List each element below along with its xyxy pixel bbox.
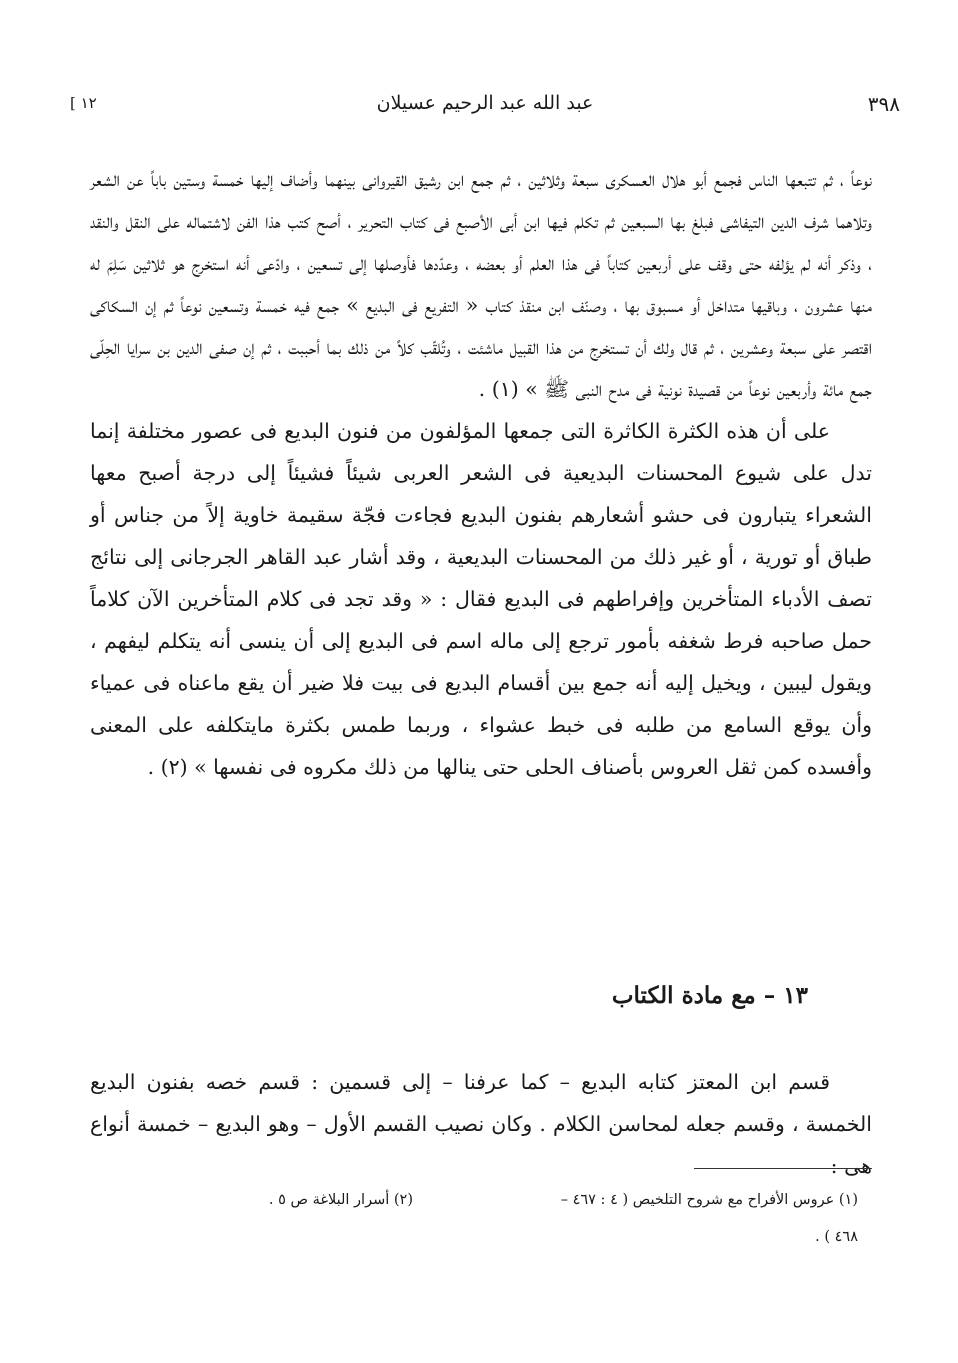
- paragraph-2: على أن هذه الكثرة الكاثرة التى جمعها المؤلفون من فنون البديع فى عصور مختلفة إنما تدل على شيوع المحسنات البديعية فى الشعر العربى شيئاً فشيئاً إلى درجة أصبح معها الشعراء يتبارون فى حشو أشعارهم بفنون البديع فجاءت فجّة سقيمة خاوية إلاً من جناس أو طباق أو تورية ، أو غير ذلك من المحسنات البديعية ، وقد أشار عبد القاهر الجرجانى إلى نتائج تصف الأدباء المتأخرين وإفراطهم فى البديع فقال : « وقد تجد فى كلام المتأخرين الآن كلاماً حمل صاحبه فرط شغفه بأمور ترجع إلى ماله اسم فى البديع إلى أن ينسى أنه يتكلم ليفهم ، ويقول ليبين ، ويخيل إليه أنه جمع بين أقسام البديع فى بيت فلا ضير أن يقع ماعناه فى عمياء وأن يوقع السامع من طلبه فى خبط عشواء ، وربما طمس بكثرة مايتكلفه على المعنى وأفسده كمن ثقل العروس بأصناف الحلى حتى ينالها من ذلك مكروه فى نفسها » (٢) .: [90, 419, 872, 779]
- running-title: عبد الله عبد الرحيم عسيلان: [376, 92, 594, 114]
- section-text: [90, 1040, 872, 1207]
- paragraph-3: قسم ابن المعتز كتابه البديع – كما عرفنا – إلى قسمين : قسم خصه بفنون البديع الخمسة ، وقسم جعله لمحاسن الكلام . وكان نصيب القسم الأول – وهو البديع – خمسة أنواع هى :: [90, 1069, 872, 1178]
- section-heading: ١٣ – مع مادة الكتاب: [611, 982, 808, 1009]
- section-marker: [ ١٢: [70, 94, 97, 112]
- footnote-2: (٢) أسرار البلاغة ص ٥ .: [268, 1192, 413, 1208]
- footnote-rule: [694, 1168, 872, 1169]
- footnote-1: (١) عروس الأفراح مع شروح التلخيص ( ٤ : ٤٦٧ –: [560, 1192, 858, 1208]
- page-header: [70, 92, 900, 122]
- page-number: ٣٩٨: [867, 92, 900, 116]
- paragraph-1: نوعاً ، ثم تتبعها الناس فجمع أبو هلال العسكرى سبعة وثلاثين ، ثم جمع ابن رشيق القيروانى بينهما وأضاف إليها خمسة وستين باباً عن الشعر وتلاهما شرف الدين التيفاشى فبلغ بها السبعين ثم تكلم فيها ابن أبى الأصبع فى كتاب التحرير ، أصح كتب هذا الفن لاشتماله على النقل والنقد ، وذكر أنه لم يؤلفه حتى وقف على أربعين كتاباً فى هذا العلم أو بعضه ، وعدّدها فأوصلها إلى تسعين ، وادّعى أنه استخرج هو ثلاثين سَلِمَ له منها عشرون ، وباقيها متداخل أو مسبوق بها ، وصنّف ابن منقذ كتاب « التفريع فى البديع » جمع فيه خمسة وتسعين نوعاً ثم إن السكاكى اقتصر على سبعة وعشرين ، ثم قال ولك أن تستخرج من هذا القبيل ماشئت ، وتُلقّب كلاً من ذلك بما أحببت ، ثم إن صفى الدين بن سرايا الحِلّى جمع مائة وأربعين نوعاً من قصيدة نونية فى مدح النبى ﷺ » (١) .: [90, 167, 872, 401]
- footnote-1-continuation: ٤٦٨ ) .: [815, 1229, 858, 1245]
- main-text: [90, 158, 872, 788]
